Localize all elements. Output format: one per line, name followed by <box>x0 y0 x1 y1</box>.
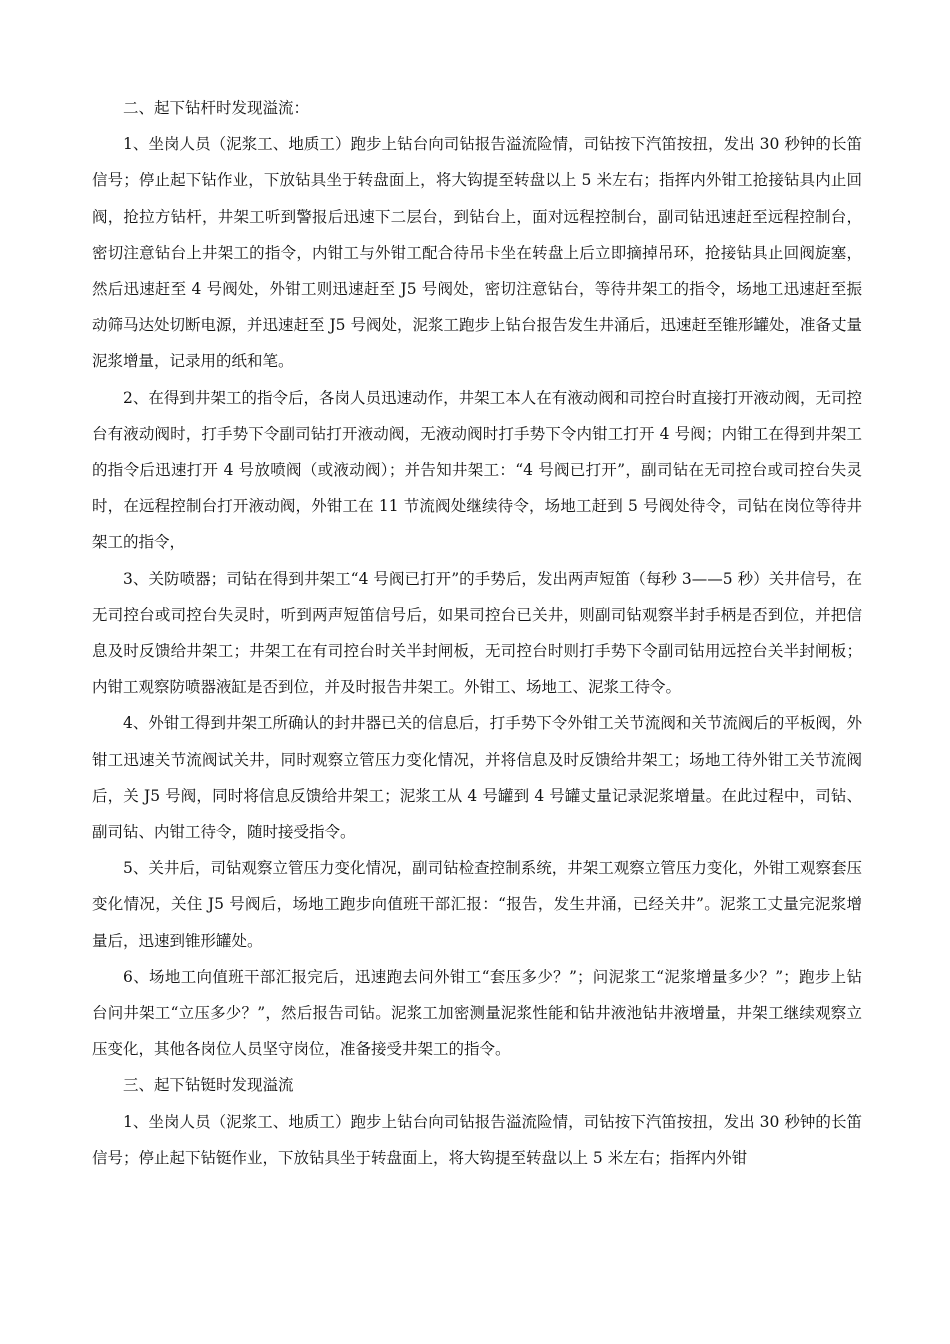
paragraph-2-6: 6、场地工向值班干部汇报完后，迅速跑去问外钳工“套压多少？”；问泥浆工“泥浆增量多少？”；跑步上钻台问井架工“立压多少？”，然后报告司钻。泥浆工加密测量泥浆性能和钻井液池钻井液增量，井架工继续观察立压变化，其他各岗位人员坚守岗位，准备接受井架工的指令。 <box>92 967 862 1059</box>
paragraph-3-1: 1、坐岗人员（泥浆工、地质工）跑步上钻台向司钻报告溢流险情，司钻按下汽笛按扭，发出 30 秒钟的长笛信号；停止起下钻铤作业，下放钻具坐于转盘面上，将大钩提至转盘以上 5 米左右；指挥内外钳 <box>92 1112 862 1167</box>
paragraph-2-1: 1、坐岗人员（泥浆工、地质工）跑步上钻台向司钻报告溢流险情，司钻按下汽笛按扭，发出 30 秒钟的长笛信号；停止起下钻作业，下放钻具坐于转盘面上，将大钩提至转盘以上 5 米左右；指挥内外钳工抢接钻具内止回阀，抢拉方钻杆，井架工听到警报后迅速下二层台，到钻台上，面对远程控制台，副司钻迅速赶至远程控制台，密切注意钻台上井架工的指令，内钳工与外钳工配合待吊卡坐在转盘上后立即摘掉吊环，抢接钻具止回阀旋塞，然后迅速赶至 4 号阀处，外钳工则迅速赶至 J5 号阀处，密切注意钻台，等待井架工的指令，场地工迅速赶至振动筛马达处切断电源，并迅速赶至 J5 号阀处，泥浆工跑步上钻台报告发生井涌后，迅速赶至锥形罐处，准备丈量泥浆增量，记录用的纸和笔。 <box>92 135 862 371</box>
section-heading-2: 二、起下钻杆时发现溢流： <box>123 99 310 117</box>
paragraph-2-2: 2、在得到井架工的指令后，各岗人员迅速动作，井架工本人在有液动阀和司控台时直接打开液动阀，无司控台有液动阀时，打手势下令副司钻打开液动阀，无液动阀时打手势下令内钳工打开 4 号阀；内钳工在得到井架工的指令后迅速打开 4 号放喷阀（或液动阀）；并告知井架工：“4 号阀已打开”，副司钻在无司控台或司控台失灵时，在远程控制台打开液动阀，外钳工在 11 节流阀处继续待令，场地工赶到 5 号阀处待令，司钻在岗位等待井架工的指令， <box>92 388 862 552</box>
document-body <box>92 90 862 1176</box>
paragraph-2-4: 4、外钳工得到井架工所确认的封井器已关的信息后，打手势下令外钳工关节流阀和关节流阀后的平板阀，外钳工迅速关节流阀试关井，同时观察立管压力变化情况，并将信息及时反馈给井架工；场地工待外钳工关节流阀后，关 J5 号阀，同时将信息反馈给井架工；泥浆工从 4 号罐到 4 号罐丈量记录泥浆增量。在此过程中，司钻、副司钻、内钳工待令，随时接受指令。 <box>92 714 862 842</box>
paragraph-2-5: 5、关井后，司钻观察立管压力变化情况，副司钻检查控制系统，井架工观察立管压力变化，外钳工观察套压变化情况，关住 J5 号阀后，场地工跑步向值班干部汇报：“报告，发生井涌，已经关井”。泥浆工丈量完泥浆增量后，迅速到锥形罐处。 <box>92 859 862 950</box>
section-heading-3: 三、起下钻铤时发现溢流 <box>123 1076 294 1095</box>
paragraph-2-3: 3、关防喷器；司钻在得到井架工“4 号阀已打开”的手势后，发出两声短笛（每秒 3——5 秒）关井信号，在无司控台或司控台失灵时，听到两声短笛信号后，如果司控台已关井，则副司钻观察半封手柄是否到位，并把信息及时反馈给井架工；井架工在有司控台时关半封闸板，无司控台时则打手势下令副司钻用远控台关半封闸板；内钳工观察防喷器液缸是否到位，并及时报告井架工。外钳工、场地工、泥浆工待令。 <box>92 569 862 697</box>
